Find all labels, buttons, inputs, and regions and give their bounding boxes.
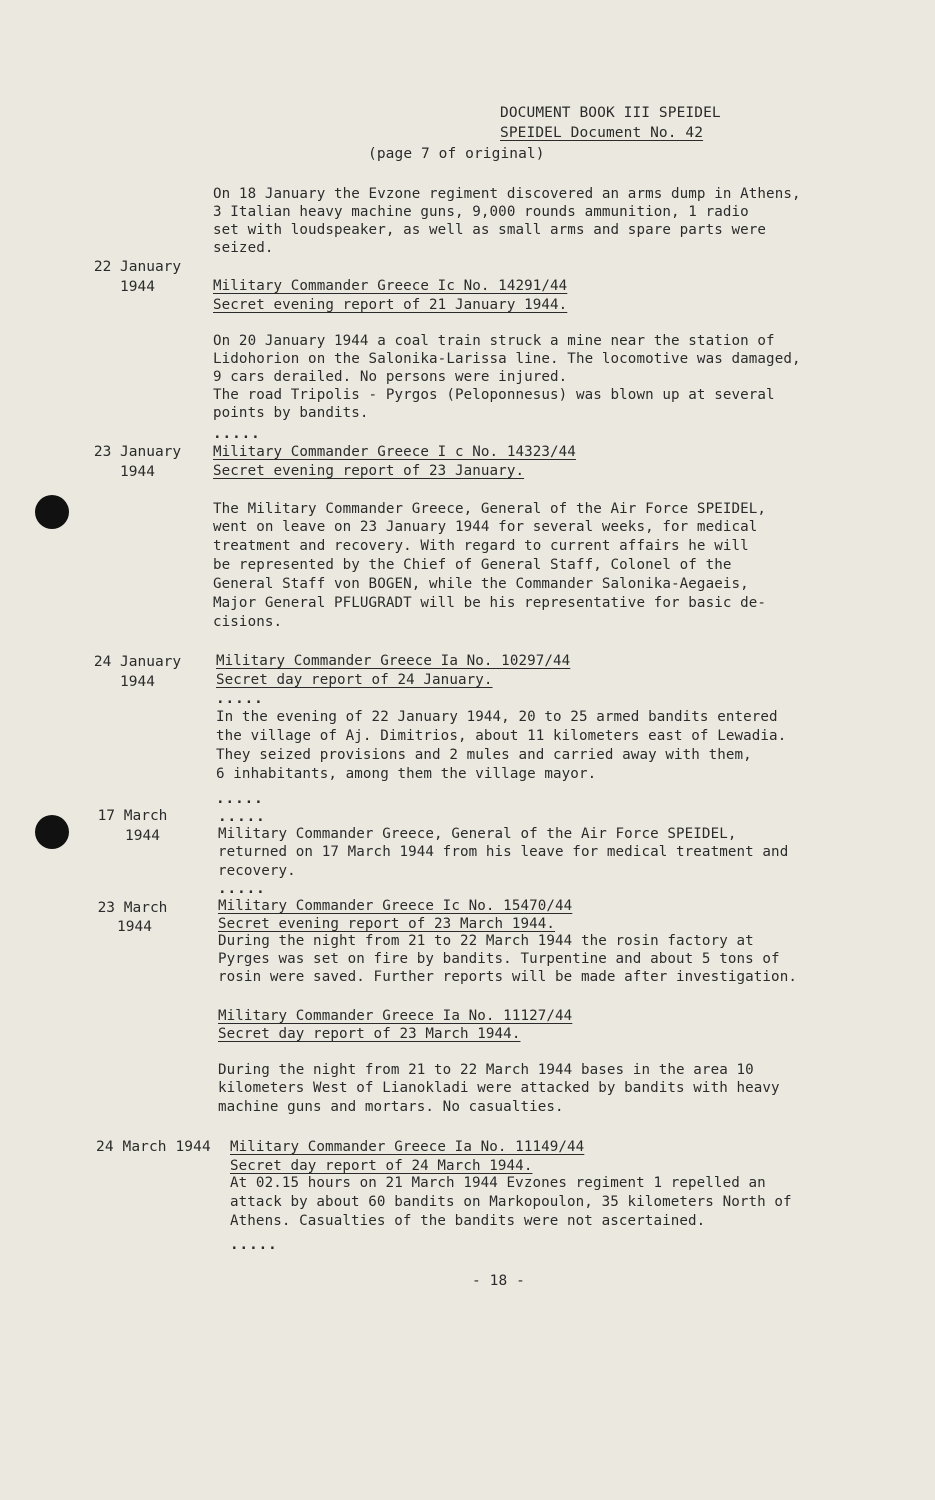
report-title: Secret evening report of 21 January 1944. [213,297,568,313]
entry-date-line-2: 1944 [117,919,152,935]
page-of-original: (page 7 of original) [368,146,545,162]
report-body-line: General Staff von BOGEN, while the Commander Salonika-Aegaeis, [213,576,749,592]
entry-date-line-1: 23 March [97,900,168,916]
report-title: Secret day report of 24 March 1944. [230,1158,533,1174]
report-body-line: Lidohorion on the Salonika-Larissa line. The locomotive was damaged, [213,351,801,367]
report-body-line: The road Tripolis - Pyrgos (Peloponnesus) was blown up at several [213,387,775,403]
report-body-line: the village of Aj. Dimitrios, about 11 kilometers east of Lewadia. [216,728,787,744]
report-body-line: attack by about 60 bandits on Markopoulon, 35 kilometers North of [230,1194,792,1210]
report-body-line: kilometers West of Lianokladi were attacked by bandits with heavy [218,1080,780,1096]
entry-date-line-1: 24 January [93,654,182,670]
report-body-line: Major General PFLUGRADT will be his representative for basic de- [213,595,767,611]
report-reference: Military Commander Greece Ic No. 15470/44 [218,898,573,914]
punch-hole-bottom [35,815,69,849]
report-body-line: recovery. [218,863,296,879]
omission-dots: ..... [216,791,264,807]
entry-date-line-1: 22 January [93,259,182,275]
report-body-line: Athens. Casualties of the bandits were not ascertained. [230,1213,706,1229]
report-body-line: They seized provisions and 2 mules and carried away with them, [216,747,752,763]
report-body-line: rosin were saved. Further reports will be made after investigation. [218,969,797,985]
entry-date-line-1: 17 March [97,808,168,824]
intro-line-4: seized. [213,240,274,256]
report-body-line: cisions. [213,614,283,630]
report-body-line: went on leave on 23 January 1944 for several weeks, for medical [213,519,758,535]
omission-dots: ..... [213,426,261,442]
entry-date-line-2: 1944 [120,279,155,295]
report-body-line: The Military Commander Greece, General of the Air Force SPEIDEL, [213,501,767,517]
report-body-line: Pyrges was set on fire by bandits. Turpentine and about 5 tons of [218,951,780,967]
intro-line-1: On 18 January the Evzone regiment discovered an arms dump in Athens, [213,186,801,202]
report-title: Secret day report of 24 January. [216,672,493,688]
report-body-line: 6 inhabitants, among them the village mayor. [216,766,597,782]
report-reference: Military Commander Greece I c No. 14323/44 [213,444,576,460]
report-body-line: be represented by the Chief of General Staff, Colonel of the [213,557,732,573]
report-reference: Military Commander Greece Ia No. 11149/44 [230,1139,585,1155]
report-reference: Military Commander Greece Ia No. 10297/44 [216,653,571,669]
report-body-line: At 02.15 hours on 21 March 1944 Evzones regiment 1 repelled an [230,1175,766,1191]
punch-hole-top [35,495,69,529]
report-body-line: points by bandits. [213,405,369,421]
report-body-line: On 20 January 1944 a coal train struck a mine near the station of [213,333,775,349]
intro-line-2: 3 Italian heavy machine guns, 9,000 rounds ammunition, 1 radio [213,204,749,220]
page-number: - 18 - [472,1273,525,1289]
report-body-line: treatment and recovery. With regard to current affairs he will [213,538,749,554]
report-body-line: During the night from 21 to 22 March 1944 bases in the area 10 [218,1062,754,1078]
report-reference: Military Commander Greece Ia No. 11127/44 [218,1008,573,1024]
intro-line-3: set with loudspeaker, as well as small arms and spare parts were [213,222,767,238]
report-title: Secret evening report of 23 March 1944. [218,916,556,932]
report-body-line: returned on 17 March 1944 from his leave for medical treatment and [218,844,789,860]
report-title: Secret evening report of 23 January. [213,463,525,479]
report-body-line: In the evening of 22 January 1944, 20 to 25 armed bandits entered [216,709,778,725]
report-body-line: During the night from 21 to 22 March 1944 the rosin factory at [218,933,754,949]
omission-dots: ..... [218,881,266,897]
report-body-line: Military Commander Greece, General of the Air Force SPEIDEL, [218,826,737,842]
document-book-heading: DOCUMENT BOOK III SPEIDEL [500,105,721,121]
entry-date-line-2: 1944 [120,674,155,690]
entry-date-line-2: 1944 [125,828,160,844]
document-number: SPEIDEL Document No. 42 [500,125,704,141]
report-reference: Military Commander Greece Ic No. 14291/44 [213,278,568,294]
entry-date-line-1: 23 January [93,444,182,460]
report-title: Secret day report of 23 March 1944. [218,1026,521,1042]
omission-dots: ..... [230,1237,278,1253]
entry-date-inline: 24 March 1944 [96,1139,211,1155]
entry-date-line-2: 1944 [120,464,155,480]
report-body-line: 9 cars derailed. No persons were injured. [213,369,568,385]
omission-dots: ..... [218,809,266,825]
report-body-line: machine guns and mortars. No casualties. [218,1099,564,1115]
omission-dots: ..... [216,691,264,707]
